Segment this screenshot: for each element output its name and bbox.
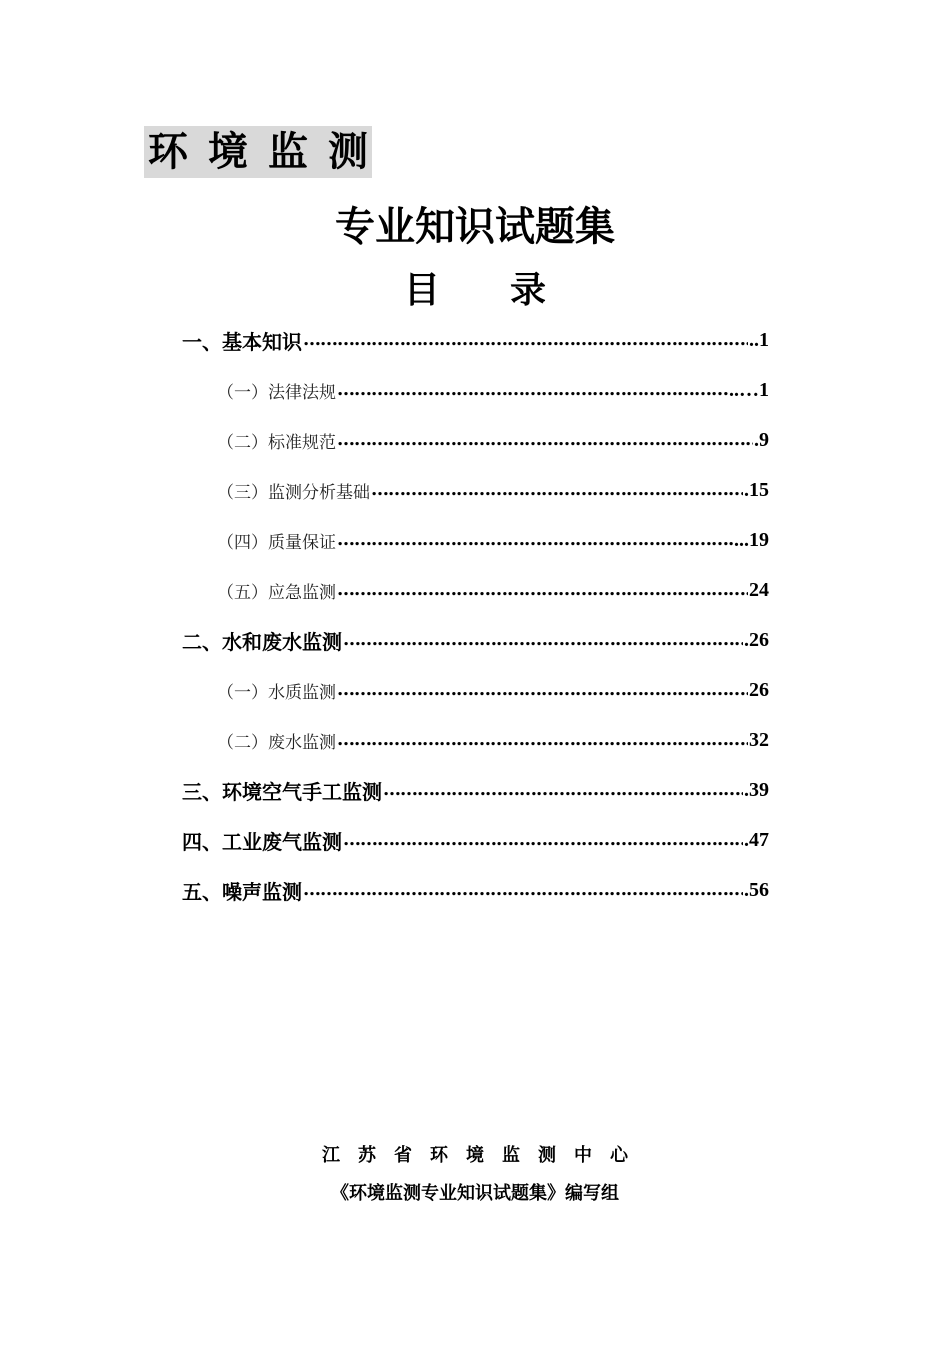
toc-entry-page: .26 (744, 628, 769, 651)
toc-dot-leader (337, 531, 733, 549)
toc-entry[interactable] (217, 415, 769, 465)
toc-entry-label: 二、水和废水监测 (182, 629, 342, 654)
toc-entry-label: （二）废水监测 (217, 732, 336, 753)
toc-dot-leader (303, 881, 743, 899)
toc-dot-leader (371, 481, 743, 499)
toc-dot-leader (343, 831, 743, 849)
toc-title: 目 录 (403, 269, 575, 311)
toc-entry-label: （五）应急监测 (217, 582, 336, 603)
toc-dot-leader (337, 681, 748, 699)
toc-entry-page: ...19 (734, 528, 769, 551)
toc-dot-leader (337, 581, 748, 599)
footer-editorial-group: 《环境监测专业知识试题集》编写组 (331, 1183, 619, 1204)
toc-entry-page: .15 (744, 478, 769, 501)
toc-entry-page: 32 (749, 728, 769, 751)
toc-entry[interactable] (182, 815, 769, 865)
toc-entry-page: .56 (744, 878, 769, 901)
toc-entry-page: ..1 (749, 328, 769, 351)
toc-entry[interactable] (217, 565, 769, 615)
toc-entry-page: 24 (749, 578, 769, 601)
heading-char: 监 (268, 128, 308, 175)
toc-entry[interactable] (182, 615, 769, 665)
toc-entry-page: 26 (749, 678, 769, 701)
toc-entry[interactable] (182, 315, 769, 365)
toc-dot-leader (383, 781, 743, 799)
toc-dot-leader (337, 731, 748, 749)
toc-entry-page: .47 (744, 828, 769, 851)
toc-entry-label: （四）质量保证 (217, 532, 336, 553)
toc-dot-leader (337, 381, 728, 399)
toc-entry[interactable] (217, 665, 769, 715)
toc-entry[interactable] (217, 515, 769, 565)
heading-char: 境 (208, 128, 248, 175)
toc-entry[interactable] (217, 365, 769, 415)
heading-char: 测 (328, 128, 368, 175)
toc-dot-leader (337, 431, 753, 449)
toc-dot-leader (303, 331, 748, 349)
toc-entry-label: 一、基本知识 (182, 329, 302, 354)
heading-char: 环 (148, 128, 188, 175)
toc-entry-label: 三、环境空气手工监测 (182, 779, 382, 804)
toc-entry[interactable] (217, 715, 769, 765)
toc-entry[interactable] (217, 465, 769, 515)
toc-entry-page: ..…1 (729, 378, 769, 401)
toc-entry-label: 五、噪声监测 (182, 879, 302, 904)
document-subtitle: 专业知识试题集 (335, 203, 615, 250)
toc-entry-label: （三）监测分析基础 (217, 482, 370, 503)
toc-entry[interactable] (182, 765, 769, 815)
footer-organization: 江苏省环境监测中心 (322, 1145, 646, 1166)
document-heading (144, 126, 372, 178)
toc-entry-page: .9 (754, 428, 769, 451)
toc-entry-label: （一）水质监测 (217, 682, 336, 703)
toc-entry-label: 四、工业废气监测 (182, 829, 342, 854)
toc-entry-page: .39 (744, 778, 769, 801)
toc-entry[interactable] (182, 865, 769, 915)
toc-dot-leader (343, 631, 743, 649)
toc-entry-label: （二）标准规范 (217, 432, 336, 453)
toc-entry-label: （一）法律法规 (217, 382, 336, 403)
